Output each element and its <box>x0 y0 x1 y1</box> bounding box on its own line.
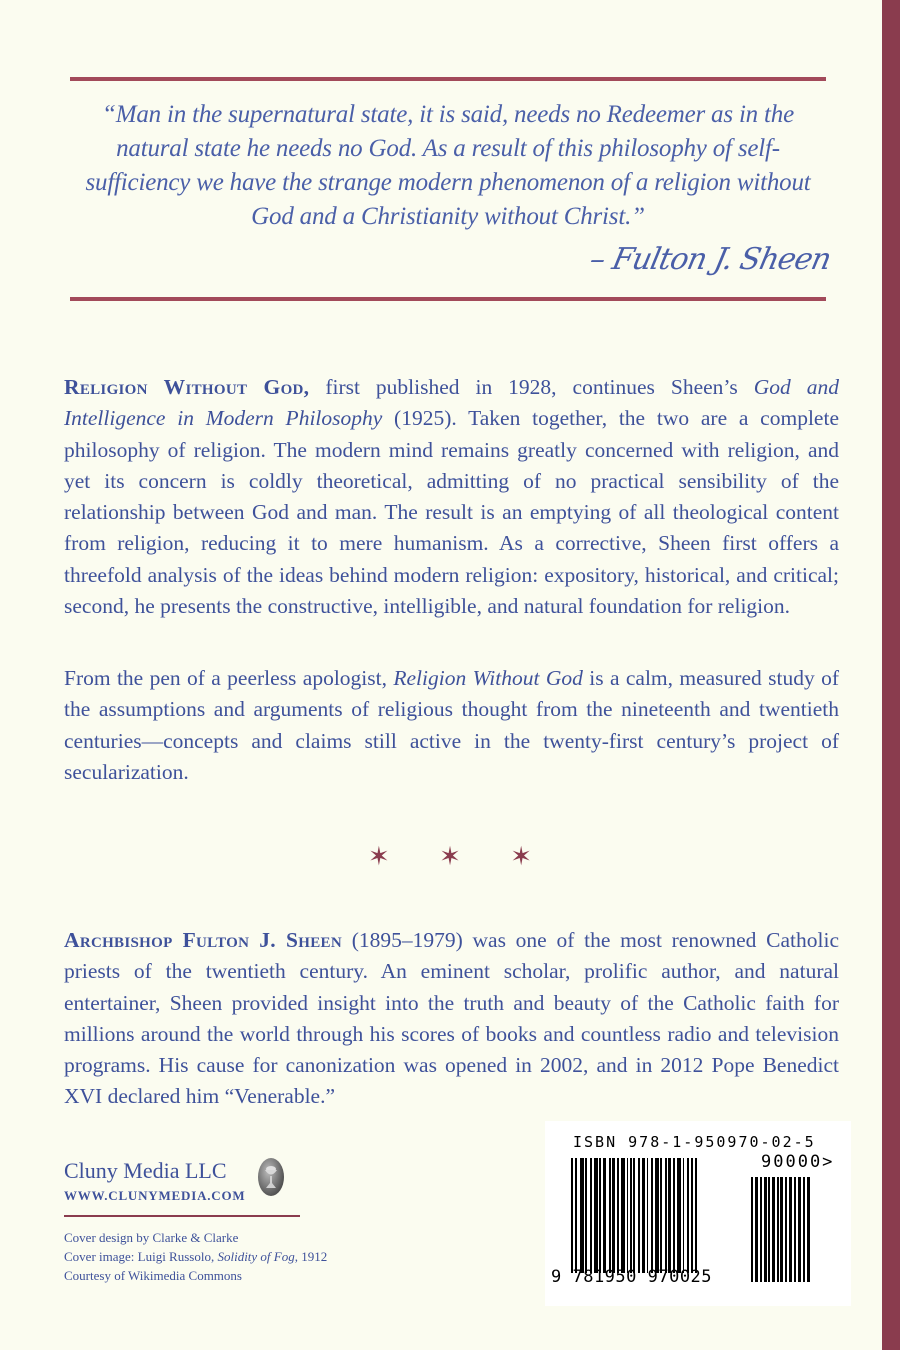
description-paragraph-2: From the pen of a peerless apologist, Religion Without God is a calm, measured study of the assumptions and arguments of religious thought from the nineteenth and twentieth centuries—concepts and claims still active in the twenty-first century’s project of secularization. <box>64 666 839 784</box>
author-bio: Archbishop Fulton J. Sheen (1895–1979) was one of the most renowned Catholic priests of the twentieth century. An eminent scholar, prolific author, and natural entertainer, Sheen provided insight into the truth and beauty of the Catholic faith for millions around the world through his scores of books and countless radio and television programs. His cause for canonization was opened in 2002, and in 2012 Pope Benedict XVI declared him “Venerable.” <box>64 928 839 1109</box>
publisher-website: WWW.CLUNYMEDIA.COM <box>64 1188 246 1203</box>
description-paragraph-1: Religion Without God, first published in 1928, continues Sheen’s God and Intelligence in Modern Philosophy (1925). Taken together, the two are a complete philosophy of religion. The modern mind remains greatly concerned with religion, and yet its concern is coldly theoretical, admitting of no practical sensibility of the relationship between God and man. The result is an emptying of all theological content from religion, reducing it to mere humanism. As a corrective, Sheen first offers a threefold analysis of the ideas behind modern religion: expository, historical, and critical; second, he presents the constructive, intelligible, and natural foundation for religion. <box>64 375 839 619</box>
quote-bottom-rule <box>70 297 826 301</box>
star-ornament-icon: ✶ <box>510 842 532 872</box>
cover-credits <box>64 1228 327 1285</box>
artwork-title: Solidity of Fog <box>217 1249 295 1264</box>
quote-top-rule <box>70 77 826 81</box>
price-addon-label: 90000> <box>761 1152 835 1172</box>
chalice-logo-icon <box>258 1158 284 1196</box>
section-ornament <box>360 842 540 872</box>
addon-bars <box>751 1177 835 1282</box>
publisher-name: Cluny Media LLC <box>64 1158 227 1183</box>
credits-divider <box>64 1215 300 1217</box>
design-credit: Cover design by Clarke & Clarke <box>64 1230 239 1245</box>
author-name-smallcaps: Archbishop Fulton J. Sheen <box>64 928 342 952</box>
ean13-bars <box>571 1158 739 1273</box>
ean-digits: 9 781950 970025 <box>551 1267 713 1287</box>
related-book-title: God and Intelligence in Modern Philosophy <box>64 375 839 431</box>
isbn-barcode <box>545 1121 851 1306</box>
isbn-label: ISBN 978-1-950970-02-5 <box>573 1133 816 1151</box>
spine-edge-stripe <box>882 0 900 1350</box>
star-ornament-icon: ✶ <box>439 842 461 872</box>
book-title-italic: Religion Without God <box>393 666 583 690</box>
courtesy-credit: Courtesy of Wikimedia Commons <box>64 1268 242 1283</box>
epigraph-quote: “Man in the supernatural state, it is said, needs no Redeemer as in the natural state he needs no God. As a result of this philosophy of self-sufficiency we have the strange modern phenomenon of a religion without God and a Christianity without Christ.” <box>85 101 811 230</box>
star-ornament-icon: ✶ <box>368 842 390 872</box>
author-signature: – Fulton J. Sheen <box>586 242 834 277</box>
book-title-smallcaps: Religion Without God, <box>64 375 310 399</box>
image-credit: Cover image: Luigi Russolo, Solidity of Fog, 1912 <box>64 1249 328 1264</box>
